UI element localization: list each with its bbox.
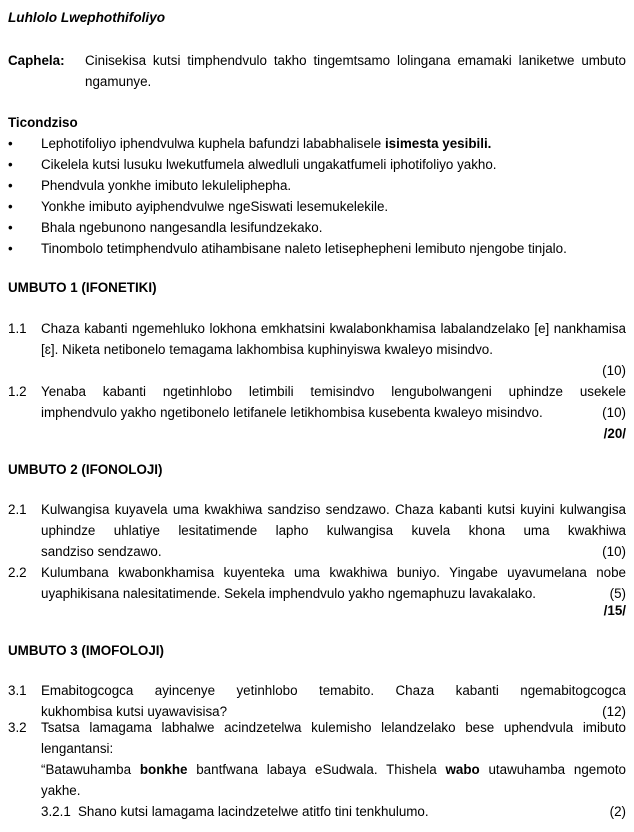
question-number: 2.1 [8,502,27,517]
note-text: Cinisekisa kutsi timphendvulo takho tingemtsamo lolingana emamaki laniketwe umbuto ngamunye. [85,53,626,89]
question-marks: (2) [609,804,626,819]
instruction-text: Phendvula yonkhe imibuto lekuleliphepha. [41,178,292,193]
list-item [8,196,628,217]
question-1-1 [8,318,626,381]
note-label: Caphela: [8,53,65,68]
bullet-icon: • [8,157,13,172]
list-item [8,238,628,259]
question-number: 3.1 [8,683,27,698]
instruction-text: Tinombolo tetimphendvulo atihambisane naleto letisephepheni lemibuto njengobe tinjalo. [41,241,567,256]
question-2-2 [8,562,626,604]
question-text: Emabitogcogca ayincenye yetinhlobo temabito. Chaza kabanti ngemabitogcogca [41,683,626,698]
question-marks: (12) [602,704,626,719]
instructions-heading: Ticondziso [8,115,78,130]
list-item [8,133,628,154]
question-3-1 [8,680,626,722]
question-number: 1.2 [8,384,27,399]
instruction-text: Bhala ngebunono nangesandla lesifundzekako. [41,220,323,235]
question-text: Tsatsa lamagama labhalwe acindzetelwa kulemisho lelandzelako bese uphendvula imibuto lengantansi: [41,720,626,756]
bullet-icon: • [8,241,13,256]
question-marks: (10) [602,405,626,420]
question-text: sandziso sendzawo. [41,544,162,559]
quoted-sentence: “Batawuhamba bonkhe bantfwana labaya eSudwala. Thishela wabo utawuhamba ngemoto yakhe. [41,762,627,798]
instruction-text: Yonkhe imibuto ayiphendvulwe ngeSiswati lesemukelekile. [41,199,389,214]
list-item [8,154,628,175]
list-item [8,175,628,196]
question-marks: (5) [609,586,626,601]
instruction-text: Cikelela kutsi lusuku lwekutfumela alwedluli ungakatfumeli iphotifoliyo yakho. [41,157,497,172]
bullet-icon: • [8,178,13,193]
sub-question-text: Shano kutsi lamagama lacindzetelwe atitfo tini tenkhulumo. [78,804,429,819]
bullet-icon: • [8,220,13,235]
question-number: 3.2 [8,720,27,735]
question-3-2 [8,717,626,822]
page-title: Luhlolo Lwephothifoliyo [8,10,166,25]
question-number: 2.2 [8,565,27,580]
instruction-text: Lephotifoliyo iphendvulwa kuphela bafundzi lababhalisele isimesta yesibili. [41,136,492,151]
question-text: Chaza kabanti ngemehluko lokhona emkhatsini kwalabonkhamisa labalandzelako [e] nankhamisa [ɛ]. Niketa netibonelo temagama lakhombisa kuphinyiswa kwaleyo misindvo. [41,321,626,357]
question-text: Yenaba kabanti ngetinhlobo letimbili temisindvo lengubolwangeni uphindze usekele [41,384,626,399]
question-text: Kulwangisa kuyavela uma kwakhiwa sandziso sendzawo. Chaza kabanti kutsi kuyini kulwangisa uphindze uhlatiye lesitatimende lapho kulwangisa kuvela khona uma kwakhiwa [41,502,626,538]
question-2-1 [8,499,626,562]
question-marks: (10) [602,363,626,378]
sub-question-number: 3.2.1 [41,804,71,819]
question-1-2 [8,381,626,423]
question-number: 1.1 [8,321,27,336]
section-1-total: /20/ [603,426,626,441]
bullet-icon: • [8,199,13,214]
list-item [8,217,628,238]
section-3-heading: UMBUTO 3 (IMOFOLOJI) [8,643,164,658]
sub-question-3-2-1 [41,801,626,822]
note-block [8,50,626,92]
section-2-total: /15/ [603,603,626,618]
question-text: uyaphikisana nalesitatimende. Sekela imphendvulo yakho ngemaphuzu lavakalako. [41,586,537,601]
section-1-heading: UMBUTO 1 (IFONETIKI) [8,280,157,295]
question-marks: (10) [602,544,626,559]
instructions-list [8,133,628,259]
question-text: kukhombisa kutsi uyawavisisa? [41,704,228,719]
question-text: Kulumbana kwabonkhamisa kuyenteka uma kwakhiwa buniyo. Yingabe uyavumelana nobe [41,565,626,580]
section-2-heading: UMBUTO 2 (IFONOLOJI) [8,462,163,477]
bullet-icon: • [8,136,13,151]
question-text: imphendvulo yakho ngetibonelo letifanele letikhombisa kusebenta kwaleyo misindvo. [41,405,543,420]
